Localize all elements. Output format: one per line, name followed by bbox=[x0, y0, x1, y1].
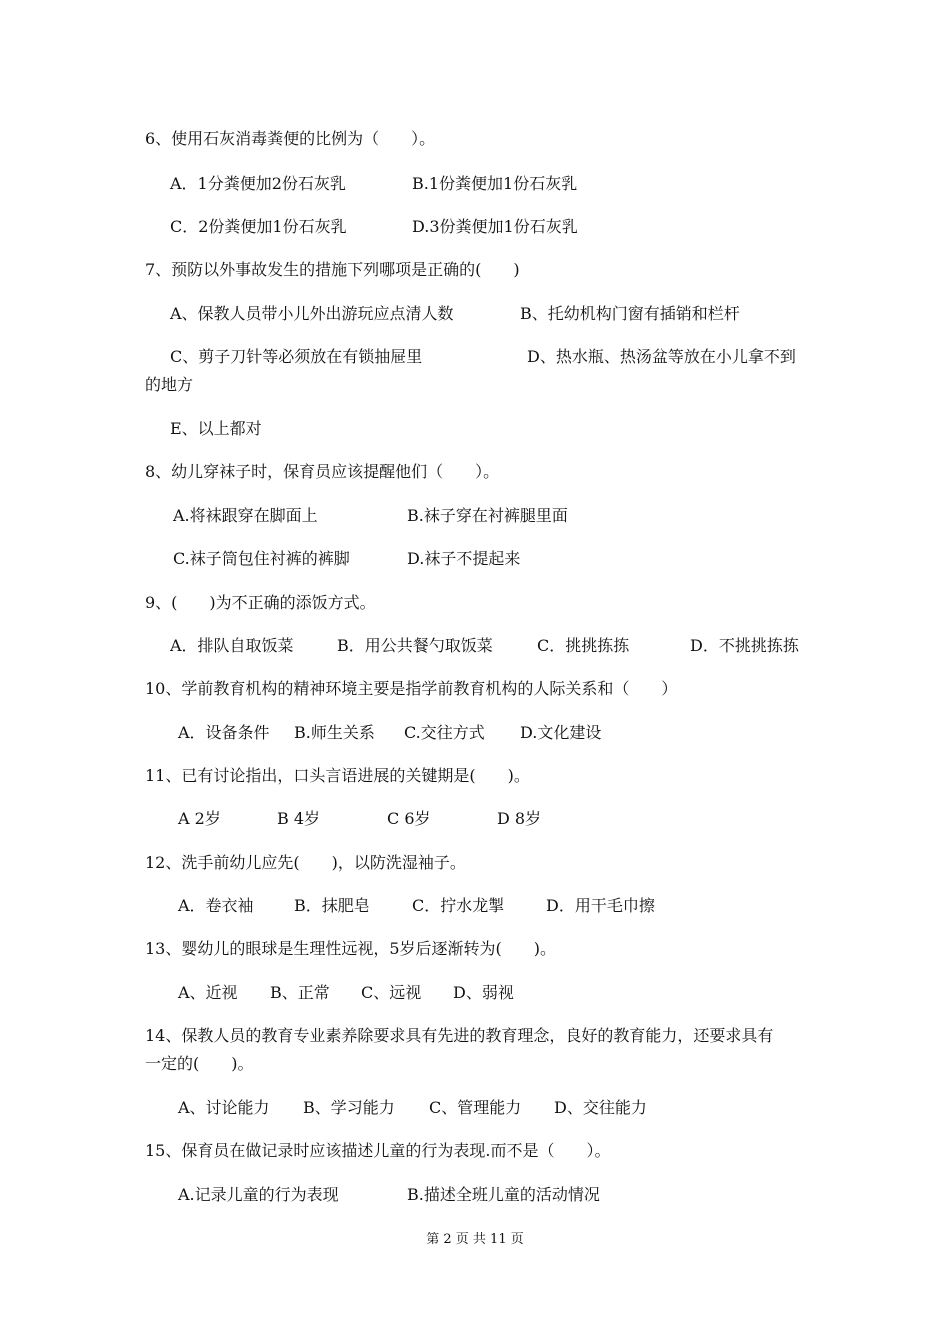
question-14-stem: 14、保教人员的教育专业素养除要求具有先进的教育理念，良好的教育能力，还要求具有 bbox=[145, 1026, 774, 1045]
question-13-option-c: C、远视 bbox=[361, 983, 422, 1002]
question-13-option-b: B、正常 bbox=[270, 983, 330, 1002]
question-13-stem: 13、婴幼儿的眼球是生理性远视，5岁后逐渐转为( )。 bbox=[145, 939, 557, 958]
question-13-option-a: A、近视 bbox=[178, 983, 238, 1002]
question-12-option-a: A．卷衣袖 bbox=[178, 896, 254, 915]
question-6-option-a: A．1分粪便加2份石灰乳 bbox=[170, 174, 346, 193]
question-8-stem: 8、幼儿穿袜子时，保育员应该提醒他们（ ）。 bbox=[145, 462, 500, 481]
question-10-option-c: C.交往方式 bbox=[404, 723, 485, 742]
question-9-option-a: A．排队自取饭菜 bbox=[170, 636, 294, 655]
question-9-option-b: B．用公共餐勺取饭菜 bbox=[337, 636, 493, 655]
question-15-option-a: A.记录儿童的行为表现 bbox=[178, 1185, 339, 1204]
question-14-option-c: C、管理能力 bbox=[429, 1098, 522, 1117]
question-7-option-d: D、热水瓶、热汤盆等放在小儿拿不到 bbox=[527, 347, 796, 366]
question-15-option-b: B.描述全班儿童的活动情况 bbox=[407, 1185, 600, 1204]
question-8-option-b: B.袜子穿在衬裤腿里面 bbox=[407, 506, 568, 525]
question-11-option-a: A 2岁 bbox=[178, 809, 221, 828]
question-11-option-b: B 4岁 bbox=[277, 809, 321, 828]
question-6-option-c: C．2份粪便加1份石灰乳 bbox=[170, 217, 347, 236]
question-8-option-a: A.将袜跟穿在脚面上 bbox=[173, 506, 318, 525]
question-7-option-b: B、托幼机构门窗有插销和栏杆 bbox=[520, 304, 740, 323]
page-footer: 第 2 页 共 11 页 bbox=[426, 1232, 524, 1247]
question-6-option-d: D.3份粪便加1份石灰乳 bbox=[412, 217, 578, 236]
question-14-continuation: 一定的( )。 bbox=[145, 1054, 254, 1073]
question-14-option-a: A、讨论能力 bbox=[178, 1098, 270, 1117]
question-12-option-d: D．用干毛巾擦 bbox=[546, 896, 655, 915]
question-10-stem: 10、学前教育机构的精神环境主要是指学前教育机构的人际关系和（ ） bbox=[145, 679, 678, 698]
question-8-option-d: D.袜子不提起来 bbox=[407, 549, 521, 568]
question-6-option-b: B.1份粪便加1份石灰乳 bbox=[412, 174, 578, 193]
question-10-option-b: B.师生关系 bbox=[294, 723, 375, 742]
question-11-stem: 11、已有讨论指出，口头言语进展的关键期是( )。 bbox=[145, 766, 530, 785]
question-10-option-d: D.文化建设 bbox=[520, 723, 602, 742]
question-15-stem: 15、保育员在做记录时应该描述儿童的行为表现.而不是（ ）。 bbox=[145, 1141, 611, 1160]
question-7-option-c: C、剪子刀针等必须放在有锁抽屉里 bbox=[170, 347, 423, 366]
question-12-stem: 12、洗手前幼儿应先( )，以防洗湿袖子。 bbox=[145, 853, 466, 872]
question-9-option-d: D．不挑挑拣拣 bbox=[690, 636, 799, 655]
question-7-stem: 7、预防以外事故发生的措施下列哪项是正确的( ) bbox=[145, 260, 520, 279]
question-7-continuation: 的地方 bbox=[145, 375, 194, 394]
question-14-option-b: B、学习能力 bbox=[303, 1098, 395, 1117]
question-7-option-e: E、以上都对 bbox=[170, 419, 262, 438]
question-11-option-d: D 8岁 bbox=[497, 809, 542, 828]
question-6-stem: 6、使用石灰消毒粪便的比例为（ ）。 bbox=[145, 129, 436, 148]
question-9-option-c: C．挑挑拣拣 bbox=[537, 636, 630, 655]
question-12-option-c: C．拧水龙掣 bbox=[412, 896, 505, 915]
question-13-option-d: D、弱视 bbox=[453, 983, 514, 1002]
question-12-option-b: B．抹肥皂 bbox=[294, 896, 370, 915]
question-14-option-d: D、交往能力 bbox=[554, 1098, 647, 1117]
question-9-stem: 9、( )为不正确的添饭方式。 bbox=[145, 593, 376, 612]
question-8-option-c: C.袜子筒包住衬裤的裤脚 bbox=[173, 549, 350, 568]
question-10-option-a: A．设备条件 bbox=[178, 723, 270, 742]
question-11-option-c: C 6岁 bbox=[387, 809, 431, 828]
question-7-option-a: A、保教人员带小儿外出游玩应点清人数 bbox=[170, 304, 454, 323]
